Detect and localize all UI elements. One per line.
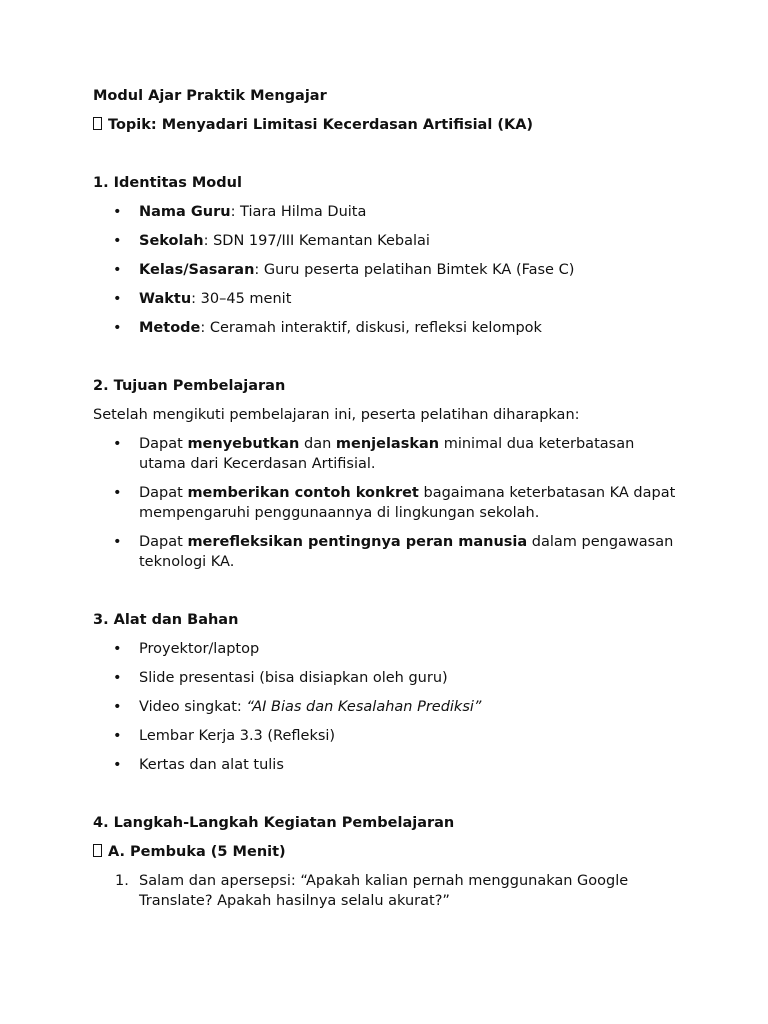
identitas-list xyxy=(93,202,683,338)
alat-list xyxy=(93,639,683,775)
item-text: Proyektor/laptop xyxy=(139,641,260,657)
bullet-marker: • xyxy=(113,436,122,452)
field-value: : Guru peserta pelatihan Bimtek KA (Fase C) xyxy=(254,262,575,278)
bullet-marker: • xyxy=(113,670,122,686)
field-label: Sekolah xyxy=(139,233,204,249)
text-run: Dapat xyxy=(139,534,188,550)
text-run: Dapat xyxy=(139,436,188,452)
bullet-marker: • xyxy=(113,641,122,657)
list-item xyxy=(93,871,683,911)
section-heading-alat: 3. Alat dan Bahan xyxy=(93,612,239,628)
text-run: dan xyxy=(299,436,336,452)
field-label: Kelas/Sasaran xyxy=(139,262,255,278)
bold-run: menjelaskan xyxy=(335,436,440,452)
list-item xyxy=(93,532,683,572)
bullet-marker: • xyxy=(113,485,122,501)
list-item xyxy=(93,434,683,474)
bullet-marker: • xyxy=(113,291,122,307)
bullet-marker: • xyxy=(113,320,122,336)
text-run: dalam pengawasan teknologi KA. xyxy=(139,534,674,570)
missing-glyph-icon xyxy=(93,844,102,857)
item-text: Lembar Kerja 3.3 (Refleksi) xyxy=(139,728,336,744)
text-run: minimal dua keterbatasan utama dari Kecerdasan Artifisial. xyxy=(139,436,635,472)
field-label: Nama Guru xyxy=(139,204,231,220)
list-item xyxy=(93,260,683,280)
step-text: Salam dan apersepsi: “Apakah kalian pernah menggunakan Google Translate? Apakah hasilnya selalu akurat?” xyxy=(139,873,629,909)
list-item xyxy=(93,697,683,717)
missing-glyph-icon xyxy=(93,117,102,130)
section-intro: Setelah mengikuti pembelajaran ini, peserta pelatihan diharapkan: xyxy=(93,407,580,423)
list-item xyxy=(93,289,683,309)
section-heading-tujuan: 2. Tujuan Pembelajaran xyxy=(93,378,286,394)
bullet-marker: • xyxy=(113,757,122,773)
video-title: “AI Bias dan Kesalahan Prediksi” xyxy=(246,699,482,715)
section-heading-identitas: 1. Identitas Modul xyxy=(93,175,242,191)
bullet-marker: • xyxy=(113,262,122,278)
list-item xyxy=(93,668,683,688)
subheading-text: A. Pembuka (5 Menit) xyxy=(108,844,286,860)
field-label: Metode xyxy=(139,320,201,336)
text-run: Dapat xyxy=(139,485,188,501)
bullet-marker: • xyxy=(113,728,122,744)
field-value: : Ceramah interaktif, diskusi, refleksi kelompok xyxy=(200,320,542,336)
list-item xyxy=(93,755,683,775)
bullet-marker: • xyxy=(113,204,122,220)
field-value: : 30–45 menit xyxy=(191,291,292,307)
list-item xyxy=(93,318,683,338)
section-heading-langkah: 4. Langkah-Langkah Kegiatan Pembelajaran xyxy=(93,815,455,831)
field-label: Waktu xyxy=(139,291,192,307)
list-item xyxy=(93,202,683,222)
pembuka-steps xyxy=(93,871,683,911)
item-text: Slide presentasi (bisa disiapkan oleh guru) xyxy=(139,670,448,686)
subheading-pembuka xyxy=(93,842,683,862)
list-item xyxy=(93,483,683,523)
field-value: : SDN 197/III Kemantan Kebalai xyxy=(203,233,430,249)
tujuan-list xyxy=(93,434,683,572)
field-value: : Tiara Hilma Duita xyxy=(230,204,367,220)
topic-text: Topik: Menyadari Limitasi Kecerdasan Artifisial (KA) xyxy=(108,117,534,133)
bullet-marker: • xyxy=(113,699,122,715)
bold-run: memberikan contoh konkret xyxy=(187,485,419,501)
list-item xyxy=(93,726,683,746)
document-title: Modul Ajar Praktik Mengajar xyxy=(93,88,327,104)
topic-line xyxy=(93,115,683,135)
bullet-marker: • xyxy=(113,534,122,550)
list-item xyxy=(93,231,683,251)
item-text: Kertas dan alat tulis xyxy=(139,757,284,773)
item-text: Video singkat: xyxy=(139,699,247,715)
text-run: bagaimana keterbatasan KA dapat mempengaruhi penggunaannya di lingkungan sekolah. xyxy=(139,485,676,521)
bullet-marker: • xyxy=(113,233,122,249)
step-number: 1. xyxy=(115,873,129,889)
bold-run: menyebutkan xyxy=(187,436,300,452)
bold-run: merefleksikan pentingnya peran manusia xyxy=(187,534,528,550)
document-page xyxy=(93,86,683,911)
list-item xyxy=(93,639,683,659)
